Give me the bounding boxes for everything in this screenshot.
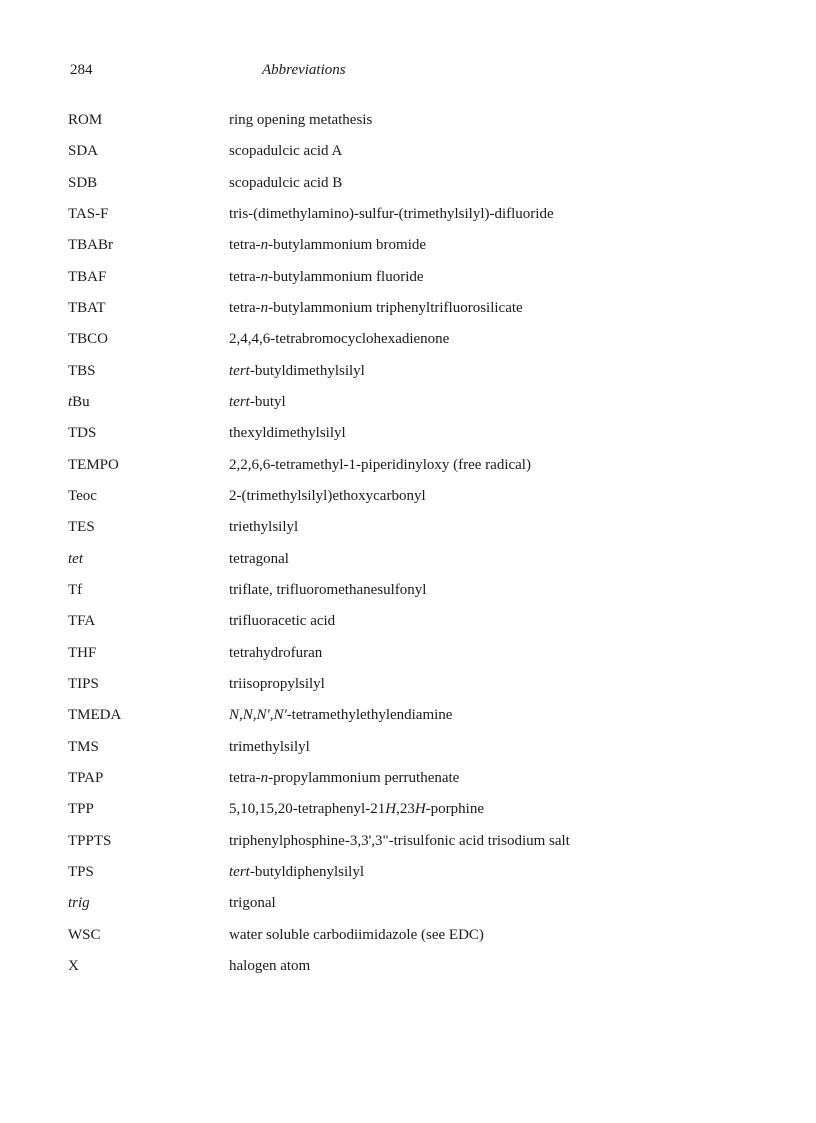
abbreviation: WSC [68,926,101,943]
definition: 2,4,4,6-tetrabromocyclohexadienone [229,331,450,348]
abbreviation-entry [68,455,768,486]
abbreviation-entry [68,831,768,862]
abbreviation: TPP [68,801,94,818]
definition-part: tetra- [229,237,261,254]
definition [229,799,484,819]
abbreviation-entry [68,893,768,924]
definition: trimethylsilyl [229,738,310,755]
abbreviation: TES [68,519,95,536]
abbreviation-italic: t [68,393,73,410]
definition-part: -butylammonium fluoride [268,268,424,285]
definition: 2-(trimethylsilyl)ethoxycarbonyl [229,487,426,504]
definition: 2,2,6,6-tetramethyl-1-piperidinyloxy (free radical) [229,456,531,473]
abbreviation-entry [68,173,768,204]
definition-italic: n [260,299,269,316]
abbreviation: ROM [68,112,103,128]
definition: triethylsilyl [229,519,299,536]
definition: tetragonal [229,550,289,567]
definition-part: -propylammonium perruthenate [268,769,460,786]
definition-part: -butyldiphenylsilyl [249,863,365,880]
abbreviation: TIPS [68,675,99,692]
definition-part: tetra- [229,769,261,786]
abbreviation-entry [68,674,768,705]
page-header [70,62,770,84]
definition: thexyldimethylsilyl [229,425,346,442]
abbreviation-entry [68,361,768,392]
abbreviation: TAS-F [68,205,109,222]
abbreviation: TFA [68,613,96,630]
abbreviation-entry [68,705,768,736]
definition-italic: n [260,237,269,254]
definition-part: ,23 [396,801,415,818]
definition-part: -butyl [249,393,286,410]
abbreviation [68,392,90,412]
abbreviation-entry [68,580,768,611]
abbreviation-entry [68,329,768,360]
abbreviation-list [68,110,768,987]
abbreviation: TBABr [68,237,113,254]
abbreviation: TBAT [68,299,106,316]
abbreviation-entry [68,267,768,298]
abbreviation: TBS [68,362,96,379]
abbreviation-entry [68,799,768,830]
definition-italic: H [414,801,426,818]
running-title: Abbreviations [262,62,346,78]
abbreviation: SDA [68,143,99,160]
abbreviation-entry [68,141,768,172]
abbreviation-entry [68,110,768,141]
definition [229,267,424,287]
definition: triphenylphosphine-3,3',3"-trisulfonic acid trisodium salt [229,832,570,849]
definition [229,768,459,788]
definition [229,705,452,725]
definition: scopadulcic acid B [229,174,343,191]
abbreviation-entry [68,611,768,642]
definition [229,235,426,255]
definition-italic: H [385,801,397,818]
definition-part: -tetramethylethylendiamine [286,707,453,724]
abbreviation: X [68,957,79,974]
definition: tetrahydrofuran [229,644,323,661]
definition: trifluoracetic acid [229,613,336,630]
abbreviation: TPS [68,863,94,880]
definition-part: tetra- [229,299,261,316]
abbreviation-entry [68,862,768,893]
abbreviation: TMEDA [68,707,122,724]
definition [229,862,364,882]
abbreviation-entry [68,298,768,329]
abbreviation: trig [68,895,90,912]
abbreviation-entry [68,235,768,266]
definition: scopadulcic acid A [229,143,343,160]
abbreviation: tet [68,550,83,567]
abbreviation-entry [68,486,768,517]
abbreviation-entry [68,737,768,768]
abbreviation-entry [68,956,768,987]
abbreviation: TBCO [68,331,109,348]
page-number: 284 [70,62,93,78]
definition [229,392,286,412]
abbreviation-entry [68,925,768,956]
abbreviation: SDB [68,174,98,191]
definition-italic: tert [229,863,250,880]
definition-italic: N,N,N',N' [229,707,287,724]
definition: water soluble carbodiimidazole (see EDC) [229,926,484,943]
definition-part: -butylammonium triphenyltrifluorosilicate [268,299,523,316]
abbreviation-entry [68,423,768,454]
definition-part: -porphine [425,801,484,818]
abbreviation: Tf [68,581,83,598]
abbreviation-entry [68,204,768,235]
definition-italic: n [260,268,269,285]
abbreviation-entry [68,517,768,548]
abbreviation-entry [68,549,768,580]
definition [229,361,365,381]
abbreviation: TPAP [68,769,104,786]
abbreviation: TBAF [68,268,107,285]
abbreviation: TPPTS [68,832,112,849]
definition: tris-(dimethylamino)-sulfur-(trimethylsilyl)-difluoride [229,205,554,222]
definition-part: 5,10,15,20-tetraphenyl-21 [229,801,386,818]
abbreviation: TEMPO [68,456,119,473]
definition-part: tetra- [229,268,261,285]
definition: triisopropylsilyl [229,675,325,692]
abbreviation-part: Bu [72,393,90,410]
definition: halogen atom [229,957,311,974]
definition: ring opening metathesis [229,112,373,128]
definition-part: -butyldimethylsilyl [249,362,365,379]
abbreviation: Teoc [68,487,97,504]
definition-italic: tert [229,393,250,410]
abbreviation-entry [68,643,768,674]
definition [229,298,523,318]
abbreviation: TMS [68,738,99,755]
definition-italic: tert [229,362,250,379]
definition: trigonal [229,895,276,912]
definition: triflate, trifluoromethanesulfonyl [229,581,427,598]
abbreviation: TDS [68,425,97,442]
definition-italic: n [260,769,269,786]
abbreviation: THF [68,644,97,661]
abbreviation-entry [68,392,768,423]
definition-part: -butylammonium bromide [268,237,427,254]
abbreviation-entry [68,768,768,799]
